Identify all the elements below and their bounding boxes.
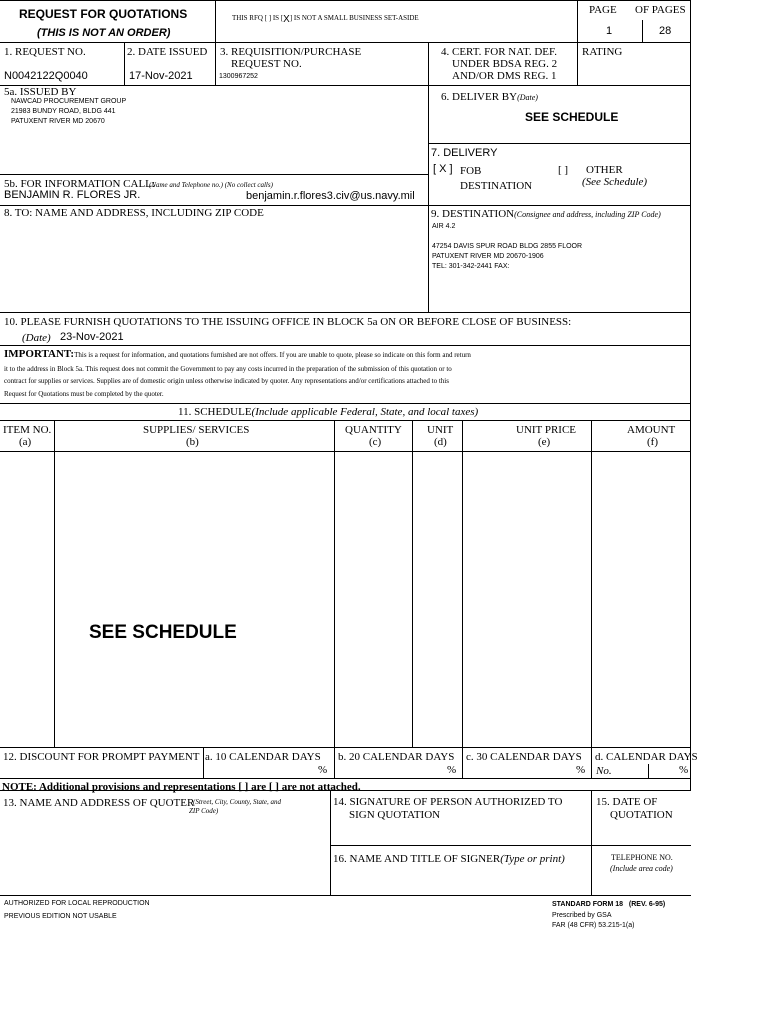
- cert-label: 4. CERT. FOR NAT. DEF.: [441, 46, 558, 58]
- signature-label: 14. SIGNATURE OF PERSON AUTHORIZED TO: [333, 796, 563, 808]
- destination-line: TEL: 301-342-2441 FAX:: [432, 263, 510, 270]
- other-note: (See Schedule): [582, 176, 648, 188]
- quotation-date-block-label: 15. DATE OF: [596, 796, 658, 808]
- destination-note: (Consignee and address, including ZIP Code): [514, 210, 661, 219]
- column-sub: (b): [186, 436, 199, 448]
- request-no-label: 1. REQUEST NO.: [4, 46, 86, 58]
- discount-pct: %: [679, 764, 689, 776]
- set-aside-text-start: THIS RFQ [ ] IS [: [232, 14, 284, 22]
- rule: [0, 451, 691, 452]
- column-sub: (e): [538, 436, 551, 448]
- form-subtitle: (THIS IS NOT AN ORDER): [37, 27, 171, 39]
- quoter-note: ZIP Code): [189, 807, 219, 815]
- form-title: REQUEST FOR QUOTATIONS: [19, 7, 188, 21]
- rule: [0, 205, 691, 206]
- cert-label-2: UNDER BDSA REG. 2: [452, 58, 558, 70]
- important-line: This is a request for information, and quotations furnished are not offers. If you are unable to quote, please so indicate on this form and return: [74, 351, 471, 359]
- rule: [591, 420, 592, 778]
- schedule-title-note: (Include applicable Federal, State, and local taxes): [251, 406, 479, 418]
- column-sub: (a): [19, 436, 32, 448]
- destination-label-text: 9. DESTINATION: [431, 208, 515, 220]
- discount-pct: %: [318, 764, 328, 776]
- set-aside-mark: X: [283, 14, 290, 25]
- rule: [54, 420, 55, 747]
- schedule-body-text: SEE SCHEDULE: [89, 622, 237, 643]
- discount-pct: %: [447, 764, 457, 776]
- discount-20-days: b. 20 CALENDAR DAYS: [338, 751, 455, 763]
- footer-far: FAR (48 CFR) 53.215-1(a): [552, 922, 635, 929]
- rule: [412, 420, 413, 747]
- footer-reproduction: AUTHORIZED FOR LOCAL REPRODUCTION: [4, 900, 150, 907]
- to-address-label: 8. TO: NAME AND ADDRESS, INCLUDING ZIP CODE: [4, 207, 264, 219]
- requisition-label-2: REQUEST NO.: [231, 58, 302, 70]
- destination-line: AIR 4.2: [432, 223, 456, 230]
- discount-pct: %: [576, 764, 586, 776]
- column-header: UNIT PRICE: [516, 424, 576, 436]
- rule: [124, 42, 125, 85]
- rule: [203, 747, 204, 778]
- rule: [0, 895, 691, 896]
- rule: [0, 778, 691, 779]
- rule: [0, 747, 691, 748]
- page-label: PAGE: [589, 4, 617, 16]
- discount-d-days: d. CALENDAR DAYS: [595, 751, 698, 763]
- total-pages: 28: [659, 25, 672, 37]
- rule: [330, 845, 691, 846]
- requisition-label: 3. REQUISITION/PURCHASE: [220, 46, 362, 58]
- cert-label-3: AND/OR DMS REG. 1: [452, 70, 557, 82]
- column-sub: (d): [434, 436, 447, 448]
- rule: [0, 420, 691, 421]
- rule: [0, 174, 428, 175]
- footer-prescribed: Prescribed by GSA: [552, 912, 612, 919]
- other-checkbox[interactable]: [ ]: [558, 164, 569, 176]
- rule: [215, 0, 216, 42]
- issued-by-line: 21983 BUNDY ROAD, BLDG 441: [11, 108, 116, 115]
- set-aside-statement: [232, 12, 419, 23]
- rule: [215, 42, 216, 85]
- rule: [330, 790, 331, 895]
- deliver-by-note: (Date): [517, 93, 538, 102]
- rule: [591, 790, 592, 895]
- info-call-email[interactable]: benjamin.r.flores3.civ@us.navy.mil: [246, 190, 415, 202]
- quotation-date-label: (Date): [22, 332, 51, 344]
- issued-by-line: NAWCAD PROCUREMENT GROUP: [11, 98, 127, 105]
- fob-checkbox[interactable]: [ X ]: [433, 163, 453, 175]
- date-issued-label: 2. DATE ISSUED: [127, 46, 208, 58]
- schedule-title: [178, 406, 478, 418]
- signer-note: (Type or print): [500, 853, 565, 865]
- deliver-by-value: SEE SCHEDULE: [525, 110, 619, 124]
- rule: [334, 420, 335, 778]
- rule: [0, 403, 691, 404]
- rule: [648, 764, 649, 778]
- column-sub: (f): [647, 436, 658, 448]
- footer-rev: (REV. 6-95): [628, 901, 666, 908]
- footer-form-number: [552, 901, 665, 908]
- telephone-label: TELEPHONE NO.: [611, 853, 673, 862]
- rating-label: RATING: [582, 46, 623, 58]
- requisition-value: 1300967252: [219, 73, 258, 80]
- important-line: it to the address in Block 5a. This request does not commit the Government to pay any costs incurred in the preparation of the submission of this quotation or to: [4, 365, 452, 373]
- info-call-label-text: 5b. FOR INFORMATION CALL:: [4, 178, 155, 190]
- discount-10-days: a. 10 CALENDAR DAYS: [205, 751, 321, 763]
- column-header: ITEM NO.: [3, 424, 52, 436]
- signature-label-2: SIGN QUOTATION: [349, 809, 441, 821]
- issued-by-label: 5a. ISSUED BY: [4, 86, 77, 98]
- quotation-deadline-label: 10. PLEASE FURNISH QUOTATIONS TO THE ISSUING OFFICE IN BLOCK 5a ON OR BEFORE CLOSE OF BUSINESS:: [4, 316, 572, 328]
- date-issued-value: 17-Nov-2021: [129, 70, 193, 82]
- other-label: OTHER: [586, 164, 623, 176]
- quotation-date-block-label-2: QUOTATION: [610, 809, 673, 821]
- of-pages-label: OF PAGES: [635, 4, 686, 16]
- rule: [642, 20, 643, 42]
- discount-no-label: No.: [596, 765, 612, 777]
- important-line: contract for supplies or services. Supplies are of domestic origin unless otherwise indicated by quoter. Any representations and/or certifications attached to this: [4, 377, 449, 385]
- discount-30-days: c. 30 CALENDAR DAYS: [466, 751, 582, 763]
- signer-label-text: 16. NAME AND TITLE OF SIGNER: [333, 853, 501, 865]
- request-no-value: N0042122Q0040: [4, 70, 88, 82]
- destination-line: PATUXENT RIVER MD 20670-1906: [432, 253, 544, 260]
- footer-form: STANDARD FORM 18: [552, 901, 624, 908]
- fob-label: FOB: [460, 165, 482, 177]
- rule: [428, 143, 691, 144]
- quoter-label: 13. NAME AND ADDRESS OF QUOTER: [3, 797, 195, 809]
- rule: [0, 0, 691, 1]
- schedule-title-text: 11. SCHEDULE: [178, 406, 252, 418]
- footer-edition: PREVIOUS EDITION NOT USABLE: [4, 913, 117, 920]
- deliver-by-label-text: 6. DELIVER BY: [441, 91, 518, 103]
- provisions-note: NOTE: Additional provisions and representations [ ] are [ ] are not attached.: [2, 781, 361, 793]
- issued-by-line: PATUXENT RIVER MD 20670: [11, 118, 105, 125]
- deliver-by-label: [441, 91, 538, 103]
- discount-label: 12. DISCOUNT FOR PROMPT PAYMENT: [3, 751, 200, 763]
- column-header: AMOUNT: [627, 424, 676, 436]
- rule: [0, 42, 691, 43]
- telephone-note: (Include area code): [610, 864, 673, 873]
- info-call-name: BENJAMIN R. FLORES JR.: [4, 189, 141, 201]
- quoter-note: (Street, City, County, State, and: [193, 798, 282, 806]
- column-header: SUPPLIES/ SERVICES: [143, 424, 250, 436]
- info-call-note: (Name and Telephone no.) (No collect calls): [148, 181, 273, 189]
- set-aside-text-end: ] IS NOT A SMALL BUSINESS SET-ASIDE: [289, 14, 419, 22]
- destination-label: [431, 208, 661, 220]
- delivery-label: 7. DELIVERY: [431, 147, 498, 159]
- important-line: Request for Quotations must be completed by the quoter.: [4, 390, 164, 398]
- rule: [0, 345, 691, 346]
- important-notice: [4, 348, 471, 360]
- quotation-date-value: 23-Nov-2021: [60, 331, 124, 343]
- column-header: QUANTITY: [345, 424, 402, 436]
- rule: [0, 312, 691, 313]
- page-number: 1: [606, 25, 613, 37]
- rule: [462, 420, 463, 778]
- signer-label: [333, 853, 565, 865]
- column-header: UNIT: [427, 424, 454, 436]
- fob-destination: DESTINATION: [460, 180, 533, 192]
- important-label: IMPORTANT:: [4, 348, 75, 360]
- rule: [0, 85, 691, 86]
- rule: [690, 0, 691, 790]
- column-sub: (c): [369, 436, 382, 448]
- rule: [428, 42, 429, 312]
- destination-line: 47254 DAVIS SPUR ROAD BLDG 2855 FLOOR: [432, 243, 583, 250]
